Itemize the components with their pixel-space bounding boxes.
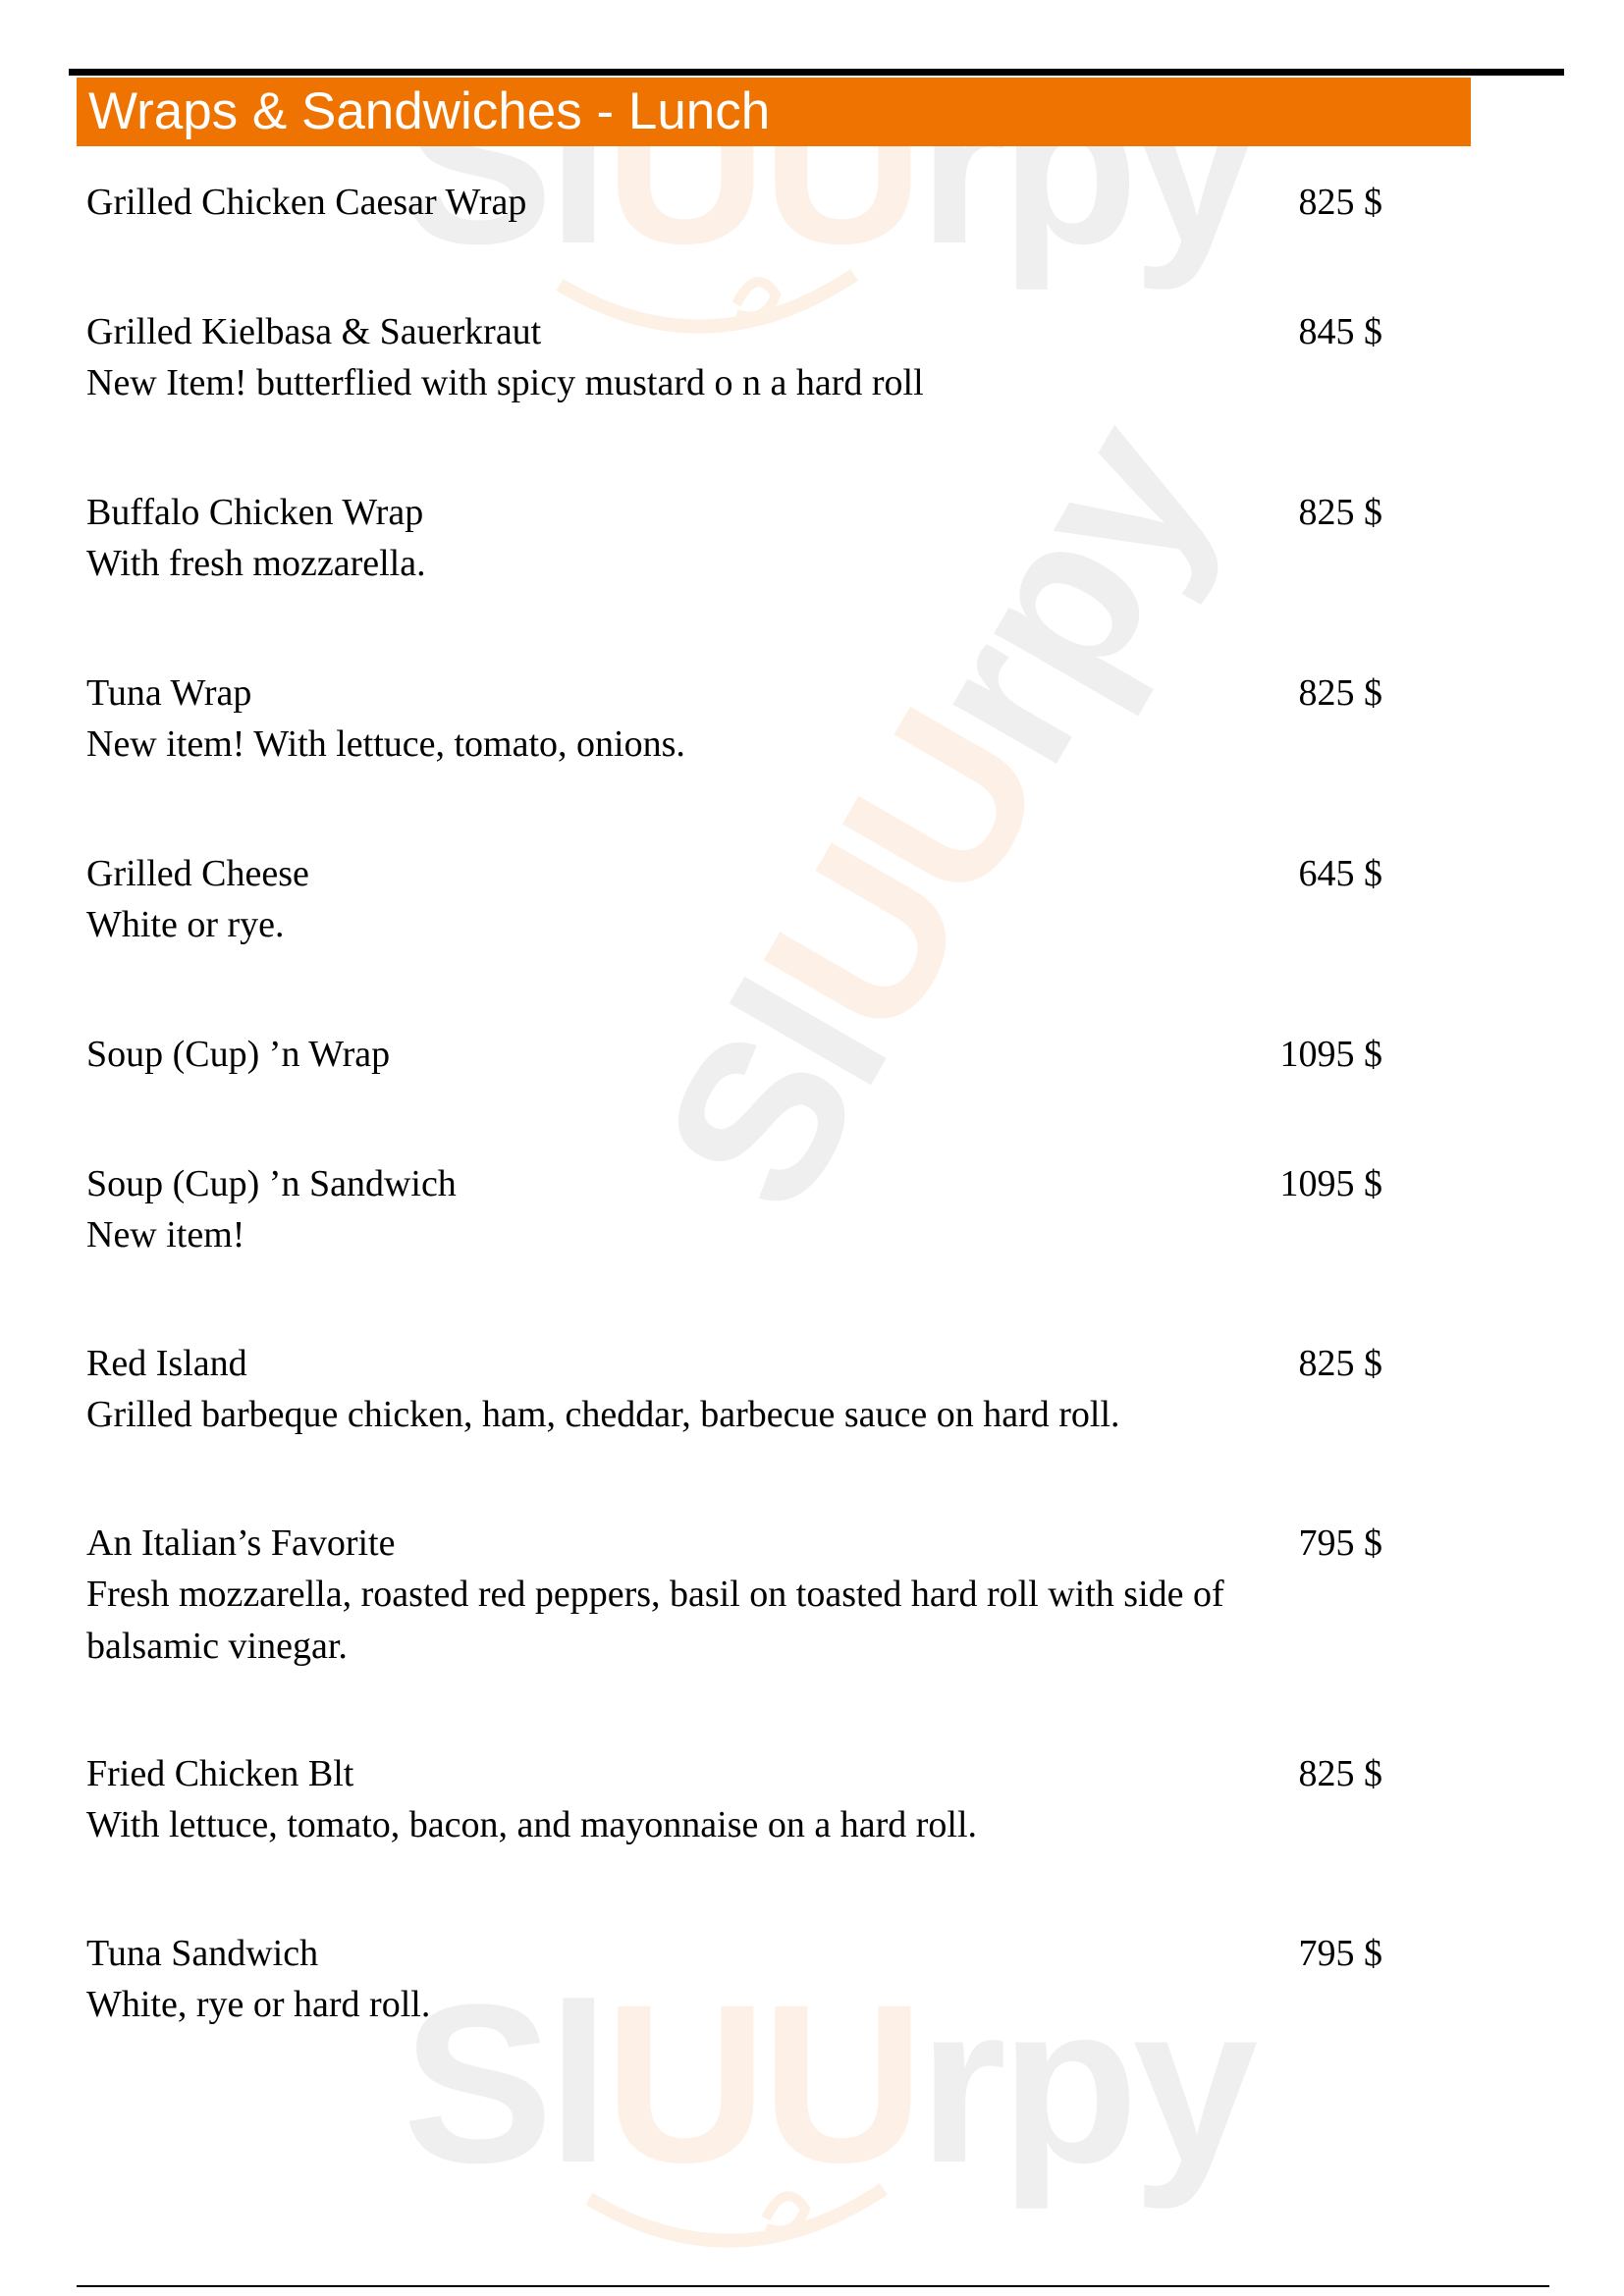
menu-item xyxy=(86,487,1392,590)
watermark-text-part: Sl xyxy=(403,38,605,291)
menu-item xyxy=(86,667,1392,771)
item-price: 825 $ xyxy=(1298,492,1382,533)
item-description: White or rye. xyxy=(86,904,285,945)
watermark-text-part: Sl xyxy=(614,947,934,1249)
item-name: Soup (Cup) ’n Sandwich xyxy=(86,1163,457,1204)
item-description: Fresh mozzarella, roasted red peppers, basil on toasted hard roll with side of balsamic vinegar. xyxy=(86,1574,1224,1667)
item-description: With fresh mozzarella. xyxy=(86,543,426,584)
item-price: 825 $ xyxy=(1298,672,1382,714)
item-description: New Item! butterflied with spicy mustard o n a hard roll xyxy=(86,362,924,403)
item-name: An Italian’s Favorite xyxy=(86,1522,396,1564)
watermark-text-part: UU xyxy=(604,1957,919,2210)
menu-item xyxy=(86,1158,1392,1261)
item-name: Tuna Wrap xyxy=(86,672,252,714)
section-title: Wraps & Sandwiches - Lunch xyxy=(77,78,1471,146)
watermark-text-part: UU xyxy=(604,38,919,291)
item-name: Grilled Kielbasa & Sauerkraut xyxy=(86,311,542,352)
menu-item xyxy=(86,177,1392,228)
watermark-text-part: rpy xyxy=(918,38,1253,291)
item-description: Grilled barbeque chicken, ham, cheddar, barbecue sauce on hard roll. xyxy=(86,1394,1120,1435)
menu-item xyxy=(86,306,1392,409)
watermark-text-part: rpy xyxy=(871,386,1258,802)
item-price: 825 $ xyxy=(1298,1343,1382,1384)
item-name: Red Island xyxy=(86,1343,247,1384)
menu-item xyxy=(86,1029,1392,1080)
item-price: 825 $ xyxy=(1298,182,1382,223)
item-price: 645 $ xyxy=(1298,853,1382,894)
watermark-text-part: rpy xyxy=(918,1957,1253,2210)
item-description: White, rye or hard roll. xyxy=(86,1984,431,2025)
watermark-text-part: UU xyxy=(714,674,1091,1074)
item-name: Grilled Chicken Caesar Wrap xyxy=(86,182,527,223)
bottom-divider xyxy=(77,2285,1549,2287)
menu-item xyxy=(86,1338,1392,1441)
watermark-text-part: Sl xyxy=(403,1957,605,2210)
item-price: 1095 $ xyxy=(1279,1034,1382,1075)
top-divider xyxy=(69,69,1564,76)
item-name: Tuna Sandwich xyxy=(86,1933,319,1974)
item-name: Fried Chicken Blt xyxy=(86,1753,354,1794)
item-description: With lettuce, tomato, bacon, and mayonnaise on a hard roll. xyxy=(86,1804,978,1845)
item-name: Buffalo Chicken Wrap xyxy=(86,492,424,533)
menu-item xyxy=(86,1928,1392,2031)
item-description: New item! xyxy=(86,1214,245,1255)
item-price: 795 $ xyxy=(1298,1933,1382,1974)
watermark-swirl-icon xyxy=(579,2160,893,2268)
item-price: 845 $ xyxy=(1298,311,1382,352)
item-name: Soup (Cup) ’n Wrap xyxy=(86,1034,391,1075)
item-price: 1095 $ xyxy=(1279,1163,1382,1204)
menu-item xyxy=(86,1748,1392,1851)
menu-item xyxy=(86,848,1392,951)
menu-item xyxy=(86,1518,1392,1673)
item-name: Grilled Cheese xyxy=(86,853,309,894)
item-price: 795 $ xyxy=(1298,1522,1382,1564)
item-price: 825 $ xyxy=(1298,1753,1382,1794)
item-description: New item! With lettuce, tomato, onions. xyxy=(86,723,685,765)
